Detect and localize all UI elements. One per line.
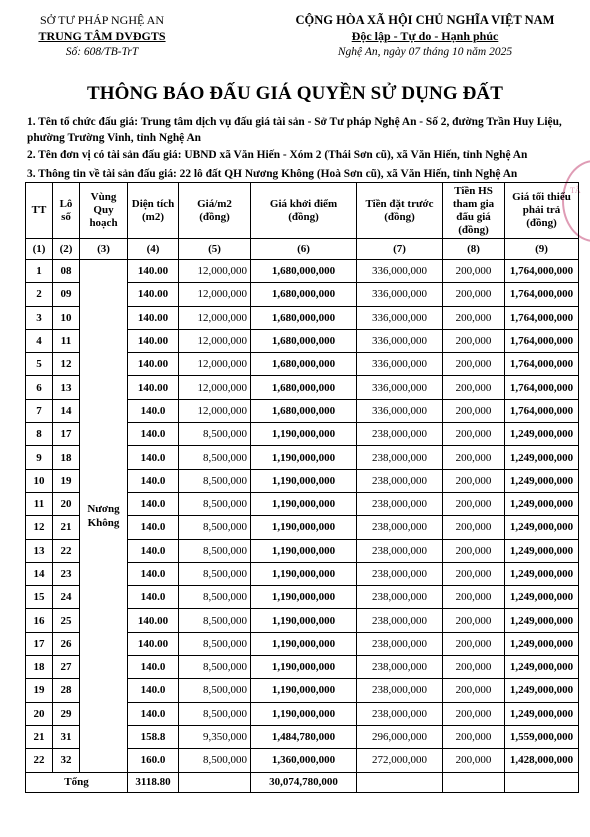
lot-number-cell: 12 bbox=[53, 353, 80, 376]
application-fee-cell: 200,000 bbox=[443, 539, 505, 562]
application-fee-cell: 200,000 bbox=[443, 446, 505, 469]
area-cell: 140.00 bbox=[128, 260, 179, 283]
unit-price-cell: 8,500,000 bbox=[179, 539, 251, 562]
unit-price-cell: 12,000,000 bbox=[179, 306, 251, 329]
lot-number-cell: 26 bbox=[53, 632, 80, 655]
index-cell: (3) bbox=[80, 239, 128, 260]
start-price-cell: 1,360,000,000 bbox=[251, 749, 357, 772]
start-price-cell: 1,190,000,000 bbox=[251, 469, 357, 492]
deposit-cell: 296,000,000 bbox=[357, 725, 443, 748]
deposit-cell: 336,000,000 bbox=[357, 399, 443, 422]
start-price-cell: 1,190,000,000 bbox=[251, 702, 357, 725]
row-number-cell: 15 bbox=[26, 586, 53, 609]
area-cell: 140.00 bbox=[128, 353, 179, 376]
area-cell: 140.00 bbox=[128, 283, 179, 306]
total-empty-cell bbox=[357, 772, 443, 792]
area-cell: 140.0 bbox=[128, 679, 179, 702]
start-price-cell: 1,680,000,000 bbox=[251, 399, 357, 422]
unit-price-cell: 9,350,000 bbox=[179, 725, 251, 748]
min-payment-cell: 1,764,000,000 bbox=[505, 376, 579, 399]
column-index-row bbox=[26, 239, 579, 260]
total-empty-cell bbox=[443, 772, 505, 792]
start-price-cell: 1,680,000,000 bbox=[251, 329, 357, 352]
header-cell: Giá tối thiểu phải trả (đồng) bbox=[505, 183, 579, 239]
min-payment-cell: 1,764,000,000 bbox=[505, 260, 579, 283]
deposit-cell: 336,000,000 bbox=[357, 306, 443, 329]
row-number-cell: 17 bbox=[26, 632, 53, 655]
lot-number-cell: 32 bbox=[53, 749, 80, 772]
start-price-cell: 1,484,780,000 bbox=[251, 725, 357, 748]
header-cell: TT bbox=[26, 183, 53, 239]
unit-price-cell: 8,500,000 bbox=[179, 749, 251, 772]
deposit-cell: 238,000,000 bbox=[357, 423, 443, 446]
start-price-cell: 1,680,000,000 bbox=[251, 260, 357, 283]
row-number-cell: 2 bbox=[26, 283, 53, 306]
deposit-cell: 272,000,000 bbox=[357, 749, 443, 772]
unit-price-cell: 12,000,000 bbox=[179, 260, 251, 283]
application-fee-cell: 200,000 bbox=[443, 562, 505, 585]
issuer-header bbox=[22, 12, 182, 60]
info-owner: 2. Tên đơn vị có tài sản đấu giá: UBND xã Văn Hiến - Xóm 2 (Thái Sơn cũ), xã Văn Hiến, tỉnh Nghệ An bbox=[27, 149, 528, 161]
lot-number-cell: 18 bbox=[53, 446, 80, 469]
total-empty-cell bbox=[505, 772, 579, 792]
unit-price-cell: 8,500,000 bbox=[179, 446, 251, 469]
index-cell: (1) bbox=[26, 239, 53, 260]
unit-price-cell: 8,500,000 bbox=[179, 562, 251, 585]
header-cell: Vùng Quy hoạch bbox=[80, 183, 128, 239]
unit-price-cell: 12,000,000 bbox=[179, 283, 251, 306]
row-number-cell: 12 bbox=[26, 516, 53, 539]
application-fee-cell: 200,000 bbox=[443, 679, 505, 702]
lot-number-cell: 29 bbox=[53, 702, 80, 725]
row-number-cell: 20 bbox=[26, 702, 53, 725]
lot-number-cell: 17 bbox=[53, 423, 80, 446]
unit-price-cell: 12,000,000 bbox=[179, 376, 251, 399]
area-cell: 140.0 bbox=[128, 516, 179, 539]
lot-number-cell: 27 bbox=[53, 656, 80, 679]
lot-number-cell: 31 bbox=[53, 725, 80, 748]
start-price-cell: 1,190,000,000 bbox=[251, 632, 357, 655]
start-price-cell: 1,680,000,000 bbox=[251, 376, 357, 399]
start-price-cell: 1,190,000,000 bbox=[251, 446, 357, 469]
index-cell: (2) bbox=[53, 239, 80, 260]
republic-title: CỘNG HÒA XÃ HỘI CHỦ NGHĨA VIỆT NAM bbox=[295, 13, 555, 27]
unit-price-cell: 8,500,000 bbox=[179, 679, 251, 702]
area-cell: 140.00 bbox=[128, 609, 179, 632]
area-cell: 140.0 bbox=[128, 702, 179, 725]
row-number-cell: 10 bbox=[26, 469, 53, 492]
application-fee-cell: 200,000 bbox=[443, 376, 505, 399]
min-payment-cell: 1,764,000,000 bbox=[505, 306, 579, 329]
header-cell: Giá khởi điểm (đồng) bbox=[251, 183, 357, 239]
header-cell: Tiền HS tham gia đấu giá (đồng) bbox=[443, 183, 505, 239]
auction-table bbox=[25, 182, 579, 793]
index-cell: (4) bbox=[128, 239, 179, 260]
unit-price-cell: 8,500,000 bbox=[179, 609, 251, 632]
unit-price-cell: 8,500,000 bbox=[179, 492, 251, 515]
application-fee-cell: 200,000 bbox=[443, 260, 505, 283]
min-payment-cell: 1,249,000,000 bbox=[505, 492, 579, 515]
row-number-cell: 21 bbox=[26, 725, 53, 748]
start-price-cell: 1,680,000,000 bbox=[251, 306, 357, 329]
min-payment-cell: 1,249,000,000 bbox=[505, 586, 579, 609]
application-fee-cell: 200,000 bbox=[443, 399, 505, 422]
deposit-cell: 238,000,000 bbox=[357, 492, 443, 515]
area-cell: 140.0 bbox=[128, 446, 179, 469]
deposit-cell: 238,000,000 bbox=[357, 656, 443, 679]
application-fee-cell: 200,000 bbox=[443, 702, 505, 725]
min-payment-cell: 1,249,000,000 bbox=[505, 702, 579, 725]
min-payment-cell: 1,249,000,000 bbox=[505, 446, 579, 469]
min-payment-cell: 1,249,000,000 bbox=[505, 679, 579, 702]
start-price-cell: 1,190,000,000 bbox=[251, 679, 357, 702]
index-cell: (7) bbox=[357, 239, 443, 260]
lot-number-cell: 10 bbox=[53, 306, 80, 329]
application-fee-cell: 200,000 bbox=[443, 516, 505, 539]
area-cell: 140.0 bbox=[128, 423, 179, 446]
row-number-cell: 9 bbox=[26, 446, 53, 469]
area-cell: 140.0 bbox=[128, 492, 179, 515]
deposit-cell: 238,000,000 bbox=[357, 632, 443, 655]
lot-number-cell: 19 bbox=[53, 469, 80, 492]
deposit-cell: 238,000,000 bbox=[357, 562, 443, 585]
index-cell: (8) bbox=[443, 239, 505, 260]
lot-number-cell: 28 bbox=[53, 679, 80, 702]
total-empty-cell bbox=[179, 772, 251, 792]
application-fee-cell: 200,000 bbox=[443, 609, 505, 632]
deposit-cell: 336,000,000 bbox=[357, 376, 443, 399]
start-price-cell: 1,190,000,000 bbox=[251, 562, 357, 585]
application-fee-cell: 200,000 bbox=[443, 656, 505, 679]
row-number-cell: 4 bbox=[26, 329, 53, 352]
unit-price-cell: 8,500,000 bbox=[179, 423, 251, 446]
start-price-cell: 1,680,000,000 bbox=[251, 353, 357, 376]
row-number-cell: 3 bbox=[26, 306, 53, 329]
total-row bbox=[26, 772, 579, 792]
lot-number-cell: 13 bbox=[53, 376, 80, 399]
area-cell: 140.0 bbox=[128, 656, 179, 679]
header-cell: Lô số bbox=[53, 183, 80, 239]
area-cell: 140.0 bbox=[128, 399, 179, 422]
start-price-cell: 1,190,000,000 bbox=[251, 656, 357, 679]
lot-number-cell: 11 bbox=[53, 329, 80, 352]
document-date: Nghệ An, ngày 07 tháng 10 năm 2025 bbox=[337, 46, 513, 58]
header-cell: Tiền đặt trước (đồng) bbox=[357, 183, 443, 239]
deposit-cell: 238,000,000 bbox=[357, 539, 443, 562]
min-payment-cell: 1,249,000,000 bbox=[505, 423, 579, 446]
row-number-cell: 14 bbox=[26, 562, 53, 585]
lot-number-cell: 20 bbox=[53, 492, 80, 515]
center-name: TRUNG TÂM DVĐGTS bbox=[38, 29, 166, 43]
document-title: THÔNG BÁO ĐẤU GIÁ QUYỀN SỬ DỤNG ĐẤT bbox=[86, 83, 504, 104]
table-body bbox=[26, 260, 579, 773]
info-asset: 3. Thông tin về tài sản đấu giá: 22 lô đất QH Nương Không (Hoà Sơn cũ), xã Văn Hiến, tỉnh Nghệ An bbox=[27, 168, 518, 180]
unit-price-cell: 8,500,000 bbox=[179, 702, 251, 725]
national-motto: Độc lập - Tự do - Hạnh phúc bbox=[351, 29, 499, 43]
national-header bbox=[270, 12, 580, 60]
deposit-cell: 336,000,000 bbox=[357, 283, 443, 306]
unit-price-cell: 8,500,000 bbox=[179, 656, 251, 679]
min-payment-cell: 1,249,000,000 bbox=[505, 632, 579, 655]
min-payment-cell: 1,249,000,000 bbox=[505, 469, 579, 492]
lot-number-cell: 14 bbox=[53, 399, 80, 422]
deposit-cell: 238,000,000 bbox=[357, 609, 443, 632]
header-cell: Giá/m2 (đồng) bbox=[179, 183, 251, 239]
start-price-cell: 1,190,000,000 bbox=[251, 609, 357, 632]
lot-number-cell: 21 bbox=[53, 516, 80, 539]
deposit-cell: 336,000,000 bbox=[357, 329, 443, 352]
min-payment-cell: 1,249,000,000 bbox=[505, 656, 579, 679]
application-fee-cell: 200,000 bbox=[443, 353, 505, 376]
index-cell: (6) bbox=[251, 239, 357, 260]
application-fee-cell: 200,000 bbox=[443, 749, 505, 772]
area-cell: 140.00 bbox=[128, 632, 179, 655]
area-cell: 140.00 bbox=[128, 376, 179, 399]
zone-cell: Nương Không bbox=[80, 260, 128, 773]
min-payment-cell: 1,249,000,000 bbox=[505, 562, 579, 585]
total-start-price: 30,074,780,000 bbox=[251, 772, 357, 792]
row-number-cell: 11 bbox=[26, 492, 53, 515]
lot-number-cell: 08 bbox=[53, 260, 80, 283]
index-cell: (9) bbox=[505, 239, 579, 260]
area-cell: 140.0 bbox=[128, 469, 179, 492]
info-organizer: 1. Tên tổ chức đấu giá: Trung tâm dịch vụ đấu giá tài sản - Sở Tư pháp Nghệ An - Số 2, đường Trần Huy Liệu, phường Trường Vinh, tỉnh Nghệ An bbox=[27, 116, 562, 144]
application-fee-cell: 200,000 bbox=[443, 469, 505, 492]
header-cell: Diện tích (m2) bbox=[128, 183, 179, 239]
min-payment-cell: 1,249,000,000 bbox=[505, 609, 579, 632]
unit-price-cell: 8,500,000 bbox=[179, 586, 251, 609]
start-price-cell: 1,190,000,000 bbox=[251, 539, 357, 562]
lot-number-cell: 24 bbox=[53, 586, 80, 609]
row-number-cell: 16 bbox=[26, 609, 53, 632]
row-number-cell: 1 bbox=[26, 260, 53, 283]
row-number-cell: 7 bbox=[26, 399, 53, 422]
area-cell: 140.0 bbox=[128, 562, 179, 585]
start-price-cell: 1,190,000,000 bbox=[251, 516, 357, 539]
application-fee-cell: 200,000 bbox=[443, 632, 505, 655]
total-label: Tổng bbox=[26, 772, 128, 792]
start-price-cell: 1,190,000,000 bbox=[251, 423, 357, 446]
min-payment-cell: 1,249,000,000 bbox=[505, 539, 579, 562]
min-payment-cell: 1,764,000,000 bbox=[505, 353, 579, 376]
department-name: SỞ TƯ PHÁP NGHỆ AN bbox=[40, 13, 164, 27]
deposit-cell: 238,000,000 bbox=[357, 516, 443, 539]
row-number-cell: 19 bbox=[26, 679, 53, 702]
area-cell: 160.0 bbox=[128, 749, 179, 772]
deposit-cell: 238,000,000 bbox=[357, 469, 443, 492]
start-price-cell: 1,680,000,000 bbox=[251, 283, 357, 306]
unit-price-cell: 8,500,000 bbox=[179, 516, 251, 539]
deposit-cell: 238,000,000 bbox=[357, 702, 443, 725]
seal-stamp: TÂ bbox=[562, 160, 590, 242]
min-payment-cell: 1,764,000,000 bbox=[505, 283, 579, 306]
deposit-cell: 238,000,000 bbox=[357, 679, 443, 702]
area-cell: 140.0 bbox=[128, 586, 179, 609]
lot-number-cell: 23 bbox=[53, 562, 80, 585]
deposit-cell: 336,000,000 bbox=[357, 353, 443, 376]
row-number-cell: 6 bbox=[26, 376, 53, 399]
area-cell: 140.00 bbox=[128, 306, 179, 329]
area-cell: 140.0 bbox=[128, 539, 179, 562]
row-number-cell: 18 bbox=[26, 656, 53, 679]
row-number-cell: 22 bbox=[26, 749, 53, 772]
table-header-row bbox=[26, 183, 579, 239]
application-fee-cell: 200,000 bbox=[443, 329, 505, 352]
deposit-cell: 238,000,000 bbox=[357, 586, 443, 609]
min-payment-cell: 1,764,000,000 bbox=[505, 399, 579, 422]
application-fee-cell: 200,000 bbox=[443, 423, 505, 446]
start-price-cell: 1,190,000,000 bbox=[251, 586, 357, 609]
min-payment-cell: 1,764,000,000 bbox=[505, 329, 579, 352]
area-cell: 140.00 bbox=[128, 329, 179, 352]
unit-price-cell: 12,000,000 bbox=[179, 329, 251, 352]
row-number-cell: 13 bbox=[26, 539, 53, 562]
total-area: 3118.80 bbox=[128, 772, 179, 792]
application-fee-cell: 200,000 bbox=[443, 586, 505, 609]
application-fee-cell: 200,000 bbox=[443, 306, 505, 329]
deposit-cell: 238,000,000 bbox=[357, 446, 443, 469]
document-number: Số: 608/TB-TrT bbox=[65, 46, 139, 58]
unit-price-cell: 12,000,000 bbox=[179, 353, 251, 376]
min-payment-cell: 1,559,000,000 bbox=[505, 725, 579, 748]
application-fee-cell: 200,000 bbox=[443, 725, 505, 748]
row-number-cell: 8 bbox=[26, 423, 53, 446]
application-fee-cell: 200,000 bbox=[443, 492, 505, 515]
row-number-cell: 5 bbox=[26, 353, 53, 376]
lot-number-cell: 22 bbox=[53, 539, 80, 562]
min-payment-cell: 1,428,000,000 bbox=[505, 749, 579, 772]
table-row bbox=[26, 260, 579, 283]
lot-number-cell: 09 bbox=[53, 283, 80, 306]
unit-price-cell: 8,500,000 bbox=[179, 469, 251, 492]
index-cell: (5) bbox=[179, 239, 251, 260]
area-cell: 158.8 bbox=[128, 725, 179, 748]
application-fee-cell: 200,000 bbox=[443, 283, 505, 306]
deposit-cell: 336,000,000 bbox=[357, 260, 443, 283]
unit-price-cell: 12,000,000 bbox=[179, 399, 251, 422]
lot-number-cell: 25 bbox=[53, 609, 80, 632]
min-payment-cell: 1,249,000,000 bbox=[505, 516, 579, 539]
unit-price-cell: 8,500,000 bbox=[179, 632, 251, 655]
start-price-cell: 1,190,000,000 bbox=[251, 492, 357, 515]
